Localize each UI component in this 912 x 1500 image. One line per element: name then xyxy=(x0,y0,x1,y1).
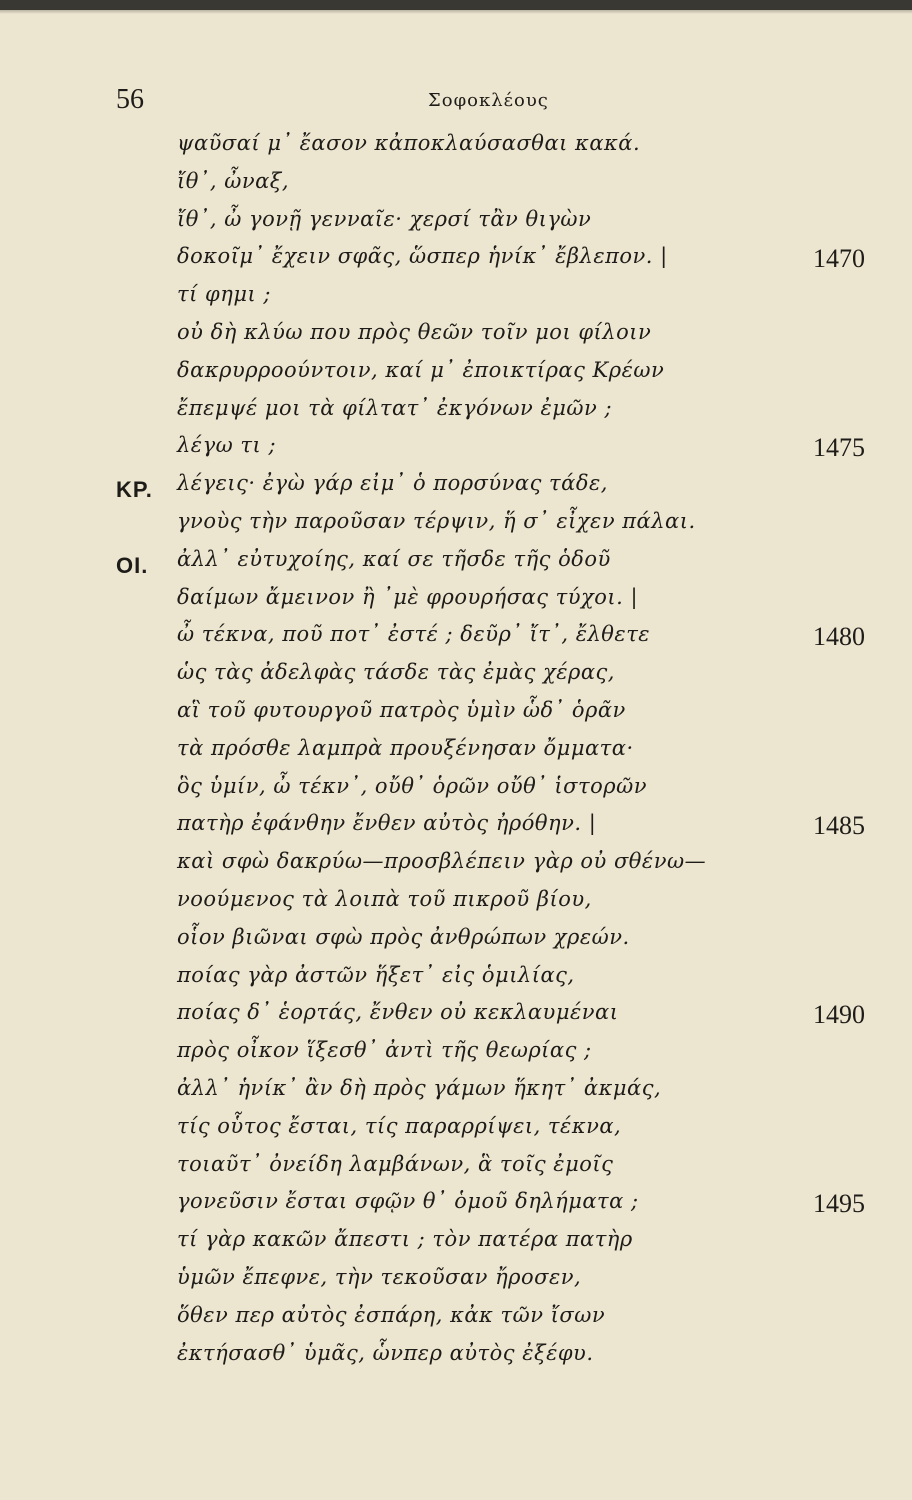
verse-text: τίς οὗτος ἔσται, τίς παραρρίψει, τέκνα, xyxy=(177,1113,622,1138)
verse-line xyxy=(0,169,912,207)
verse-text: τὰ πρόσθε λαμπρὰ προυξένησαν ὄμματα· xyxy=(177,735,634,760)
verse-text: ἐκτήσασθ᾽ ὑμᾶς, ὧνπερ αὐτὸς ἐξέφυ. xyxy=(177,1340,594,1365)
verse-line xyxy=(0,660,912,698)
verse-line xyxy=(0,1000,912,1038)
verse-text: δοκοῖμ᾽ ἔχειν σφᾶς, ὥσπερ ἡνίκ᾽ ἔβλεπον. | xyxy=(177,244,668,269)
running-head: Σοφοκλέους xyxy=(428,90,549,111)
verse-line xyxy=(0,509,912,547)
verse-text: ὃς ὑμίν, ὦ τέκν᾽, οὔθ᾽ ὁρῶν οὔθ᾽ ἱστορῶν xyxy=(177,773,647,798)
verse-line xyxy=(0,1038,912,1076)
page-number: 56 xyxy=(116,84,144,115)
verse-line xyxy=(0,811,912,849)
verse-text: αἳ τοῦ φυτουργοῦ πατρὸς ὑμὶν ὧδ᾽ ὁρᾶν xyxy=(177,697,626,722)
verse-line xyxy=(0,736,912,774)
speaker-label: ΟΙ. xyxy=(116,552,149,578)
verse-text: τί γὰρ κακῶν ἄπεστι ; τὸν πατέρα πατὴρ xyxy=(177,1227,633,1252)
verse-text: νοούμενος τὰ λοιπὰ τοῦ πικροῦ βίου, xyxy=(177,886,592,911)
verse-line xyxy=(0,925,912,963)
verse-text: πρὸς οἶκον ἵξεσθ᾽ ἀντὶ τῆς θεωρίας ; xyxy=(177,1038,592,1063)
verse-line xyxy=(0,585,912,623)
verse-line xyxy=(0,131,912,169)
verse-line xyxy=(0,547,912,585)
verse-text: ἔπεμψέ μοι τὰ φίλτατ᾽ ἐκγόνων ἐμῶν ; xyxy=(177,395,613,420)
verse-line xyxy=(0,1076,912,1114)
verse-line xyxy=(0,963,912,1001)
verse-text: ὡς τὰς ἀδελφὰς τάσδε τὰς ἐμὰς χέρας, xyxy=(177,660,615,685)
verse-text: ψαῦσαί μ᾽ ἔασον κἀποκλαύσασθαι κακά. xyxy=(177,131,641,155)
verse-text: δαίμων ἄμεινον ἢ ᾽μὲ φρουρήσας τύχοι. | xyxy=(177,584,639,609)
verse-line xyxy=(0,1341,912,1379)
verse-block xyxy=(0,131,912,1378)
verse-line xyxy=(0,1227,912,1265)
verse-text: καὶ σφὼ δακρύω—προσβλέπειν γὰρ οὐ σθένω— xyxy=(177,849,707,874)
verse-line xyxy=(0,849,912,887)
verse-text: τί φημι ; xyxy=(177,282,271,307)
verse-text: ἀλλ᾽ εὐτυχοίης, καί σε τῆσδε τῆς ὁδοῦ xyxy=(177,546,611,571)
verse-line xyxy=(0,320,912,358)
verse-line xyxy=(0,1152,912,1190)
verse-line xyxy=(0,244,912,282)
verse-line xyxy=(0,1114,912,1152)
verse-line xyxy=(0,774,912,812)
verse-line xyxy=(0,396,912,434)
verse-line xyxy=(0,358,912,396)
verse-text: λέγω τι ; xyxy=(177,433,277,458)
verse-text: ὅθεν περ αὐτὸς ἐσπάρη, κἀκ τῶν ἴσων xyxy=(177,1302,606,1327)
verse-text: οὐ δὴ κλύω που πρὸς θεῶν τοῖν μοι φίλοιν xyxy=(177,319,652,344)
verse-text: γνοὺς τὴν παροῦσαν τέρψιν, ἥ σ᾽ εἶχεν πάλαι. xyxy=(177,508,696,533)
line-number: 1495 xyxy=(813,1189,865,1219)
verse-line xyxy=(0,1189,912,1227)
verse-text: ποίας γὰρ ἀστῶν ἥξετ᾽ εἰς ὁμιλίας, xyxy=(177,962,575,987)
verse-line xyxy=(0,1303,912,1341)
verse-text: ὑμῶν ἔπεφνε, τὴν τεκοῦσαν ἤροσεν, xyxy=(177,1264,582,1289)
speaker-label: ΚΡ. xyxy=(116,477,153,503)
verse-text: οἷον βιῶναι σφὼ πρὸς ἀνθρώπων χρεών. xyxy=(177,924,630,949)
verse-line xyxy=(0,433,912,471)
verse-line xyxy=(0,698,912,736)
verse-text: ἴθ᾽, ὦναξ, xyxy=(177,168,290,193)
verse-line xyxy=(0,887,912,925)
verse-text: τοιαῦτ᾽ ὀνείδη λαμβάνων, ἃ τοῖς ἐμοῖς xyxy=(177,1151,614,1176)
line-number: 1485 xyxy=(813,811,865,841)
verse-line xyxy=(0,282,912,320)
line-number: 1475 xyxy=(813,433,865,463)
verse-text: ὦ τέκνα, ποῦ ποτ᾽ ἐστέ ; δεῦρ᾽ ἴτ᾽, ἔλθετε xyxy=(177,622,651,647)
line-number: 1470 xyxy=(813,244,865,274)
verse-line xyxy=(0,207,912,245)
verse-text: δακρυρροούντοιν, καί μ᾽ ἐποικτίρας Κρέων xyxy=(177,357,665,382)
line-number: 1490 xyxy=(813,1000,865,1030)
verse-text: γονεῦσιν ἔσται σφῷν θ᾽ ὁμοῦ δηλήματα ; xyxy=(177,1189,639,1214)
verse-text: ἀλλ᾽ ἡνίκ᾽ ἂν δὴ πρὸς γάμων ἥκητ᾽ ἀκμάς, xyxy=(177,1075,662,1100)
verse-line xyxy=(0,1265,912,1303)
verse-text: ποίας δ᾽ ἑορτάς, ἔνθεν οὐ κεκλαυμέναι xyxy=(177,1000,619,1025)
verse-line xyxy=(0,622,912,660)
verse-line xyxy=(0,471,912,509)
verse-text: πατὴρ ἐφάνθην ἔνθεν αὐτὸς ἠρόθην. | xyxy=(177,811,597,836)
line-number: 1480 xyxy=(813,622,865,652)
verse-text: ἴθ᾽, ὦ γονῇ γενναῖε· χερσί τἂν θιγὼν xyxy=(177,206,592,231)
verse-text: λέγεις· ἐγὼ γάρ εἰμ᾽ ὁ πορσύνας τάδε, xyxy=(177,471,608,496)
